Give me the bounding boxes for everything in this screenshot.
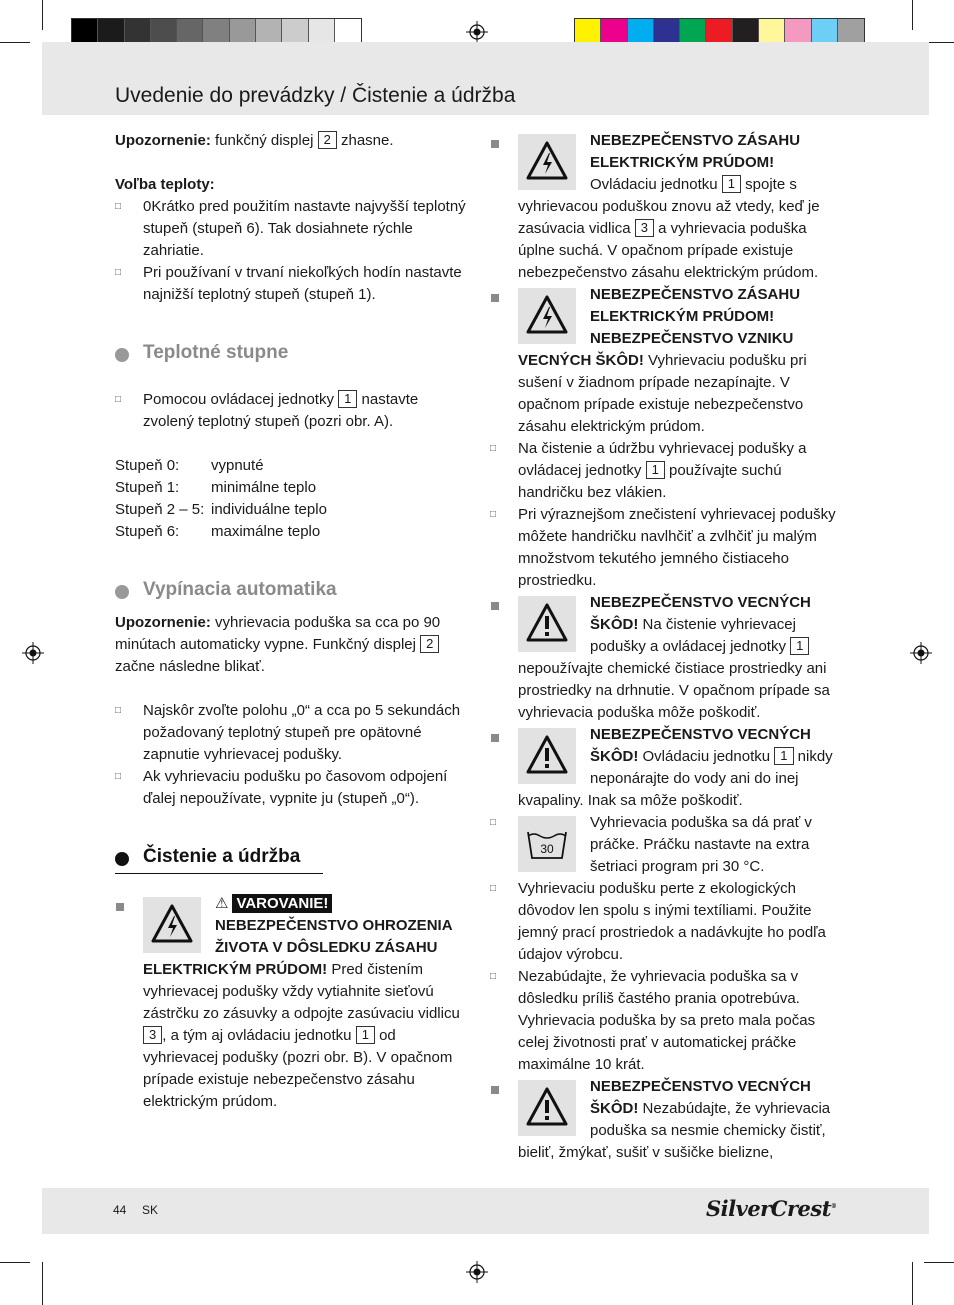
bullet-dot-icon	[115, 852, 129, 866]
list-item: □ 0Krátko pred použitím nastavte najvyšší teplotný stupeň (stupeň 6). Tak dosiahnete rýchle zahriatie.	[115, 198, 466, 259]
list-item: □ Pri používaní v trvaní niekoľkých hodín nastavte najnižší teplotný stupeň (stupeň 1).	[115, 264, 462, 303]
warning-exclamation-icon	[518, 596, 576, 652]
warning-exclamation-icon	[518, 1080, 576, 1136]
list-item: □ Pomocou ovládacej jednotky 1 nastavte zvolený teplotný stupeň (pozri obr. A).	[115, 391, 419, 430]
language-code: SK	[142, 1203, 159, 1217]
electric-hazard-icon	[143, 897, 201, 953]
list-item: □ Pri výraznejšom znečistení vyhrievacej podušky môžete handričku navlhčiť a zvlhčiť ju malým množstvom tekutého jemného čistiaceho prostriedku.	[490, 506, 836, 589]
crop-mark	[924, 1262, 954, 1263]
crop-mark	[42, 1262, 43, 1305]
wash-30-icon	[518, 816, 576, 872]
section-heading-teplotne-stupne: Teplotné stupne	[115, 339, 470, 367]
registration-mark-icon	[466, 21, 488, 43]
display-ref-box: 2	[318, 131, 337, 149]
stupen-row: Stupeň 0: vypnuté	[115, 457, 264, 474]
electric-hazard-icon	[518, 288, 576, 344]
bullet-dot-icon	[115, 585, 129, 599]
section-heading-vypinacia-automatika: Vypínacia automatika	[115, 576, 470, 604]
crop-mark	[0, 42, 30, 43]
list-item: □ 30 Vyhrievacia poduška sa dá prať v práčke. Práčku nastavte na extra šetriaci program pri 30 °C.	[490, 814, 812, 875]
note-display-off: Upozornenie: funkčný displej 2 zhasne.	[115, 132, 394, 149]
warning-block: NEBEZPEČENSTVO VECNÝCH ŠKÔD! Ovládaciu jednotku 1 nikdy neponárajte do vody ani do inej kvapaliny. Inak sa môže poškodiť.	[490, 724, 842, 812]
warning-block: NEBEZPEČENSTVO ZÁSAHU ELEKTRICKÝM PRÚDOM! NEBEZPEČENSTVO VZNIKU VECNÝCH ŠKÔD! Vyhrievaciu podušku pri sušení v žiadnom prípade nezapínajte. V opačnom prípade existuje nebezpečenstvo zásahu elektrickým prúdom.	[490, 284, 842, 438]
section-heading-cistenie: Čistenie a údržba	[115, 843, 470, 871]
warning-block: NEBEZPEČENSTVO VECNÝCH ŠKÔD! Na čistenie vyhrievacej podušky a ovládacej jednotky 1 nepoužívajte chemické čistiace prostriedky ani prostriedky na drhnutie. V opačnom prípade sa vyhrievacia poduška môže poškodiť.	[490, 592, 842, 724]
warning-block: NEBEZPEČENSTVO VECNÝCH ŠKÔD! Nezabúdajte, že vyhrievacia poduška sa nesmie chemicky čistiť, bieliť, žmýkať, sušiť v sušičke bielizne,	[490, 1076, 842, 1164]
stupen-row: Stupeň 6: maximálne teplo	[115, 523, 321, 540]
page-number: 44	[113, 1203, 127, 1217]
warning-block: ⚠ VAROVANIE! NEBEZPEČENSTVO OHROZENIA ŽIVOTA V DÔSLEDKU ZÁSAHU ELEKTRICKÝM PRÚDOM! Pred čistením vyhrievacej podušky vždy vytiahnite sieťovú zástrčku zo zásuvky a odpojte zasúvaciu vidlicu 3 , a tým aj ovládaciu jednotku 1 od vyhrievacej podušky (pozri obr. B). V opačnom prípade existuje nebezpečenstvo zásahu elektrickým prúdom.	[115, 893, 470, 1113]
list-item: □ Najskôr zvoľte polohu „0“ a cca po 5 sekundách požadovaný teplotný stupeň pre opätovné zapnutie vyhrievacej podušky.	[115, 702, 461, 763]
right-column	[490, 130, 842, 1164]
warning-badge: VAROVANIE!	[232, 894, 332, 913]
crop-mark	[912, 1262, 913, 1305]
left-column	[115, 130, 470, 1113]
wash-temp-label: 30	[540, 842, 554, 856]
list-item: □ Vyhrievaciu podušku perte z ekologických dôvodov len spolu s inými textíliami. Použite jemný prací prostriedok a nadávkujte ho podľa údajov výrobcu.	[490, 880, 826, 963]
brand-logo: SilverCrest®	[706, 1196, 837, 1221]
registration-mark-icon	[910, 642, 932, 664]
registration-mark-icon	[466, 1261, 488, 1283]
warning-triangle-inline-icon: ⚠	[215, 895, 229, 912]
stupen-row: Stupeň 1: minimálne teplo	[115, 479, 317, 496]
warning-exclamation-icon	[518, 728, 576, 784]
list-item: □ Na čistenie a údržbu vyhrievacej podušky a ovládacej jednotky 1 používajte suchú handričku bez vlákien.	[490, 440, 807, 501]
page-title: Uvedenie do prevádzky / Čistenie a údržba	[115, 84, 516, 107]
crop-mark	[912, 0, 913, 30]
note-auto-off: Upozornenie: vyhrievacia poduška sa cca po 90 minútach automaticky vypne. Funkčný displej 2 začne následne blikať.	[115, 614, 441, 675]
crop-mark	[0, 1262, 30, 1263]
list-item: □ Ak vyhrievaciu podušku po časovom odpojení ďalej nepoužívate, vypnite ju (stupeň „0“).	[115, 768, 448, 807]
warning-block: NEBEZPEČENSTVO ZÁSAHU ELEKTRICKÝM PRÚDOM! Ovládaciu jednotku 1 spojte s vyhrievacou poduškou znovu až vtedy, keď je zasúvacia vidlica 3 a vyhrievacia poduška úplne suchá. V opačnom prípade existuje nebezpečenstvo zásahu elektrickým prúdom.	[490, 130, 842, 284]
temperature-heading: Voľba teploty:	[115, 176, 215, 193]
electric-hazard-icon	[518, 134, 576, 190]
stupne-table	[115, 455, 470, 543]
registration-mark-icon	[22, 642, 44, 664]
list-item: □ Nezabúdajte, že vyhrievacia poduška sa v dôsledku príliš častého prania opotrebúva. Vyhrievacia poduška by sa preto mala počas celej životnosti prať v automatickej práčke maximálne 10 krát.	[490, 968, 816, 1073]
crop-mark	[42, 0, 43, 30]
bullet-dot-icon	[115, 348, 129, 362]
stupen-row: Stupeň 2 – 5: individuálne teplo	[115, 501, 327, 518]
